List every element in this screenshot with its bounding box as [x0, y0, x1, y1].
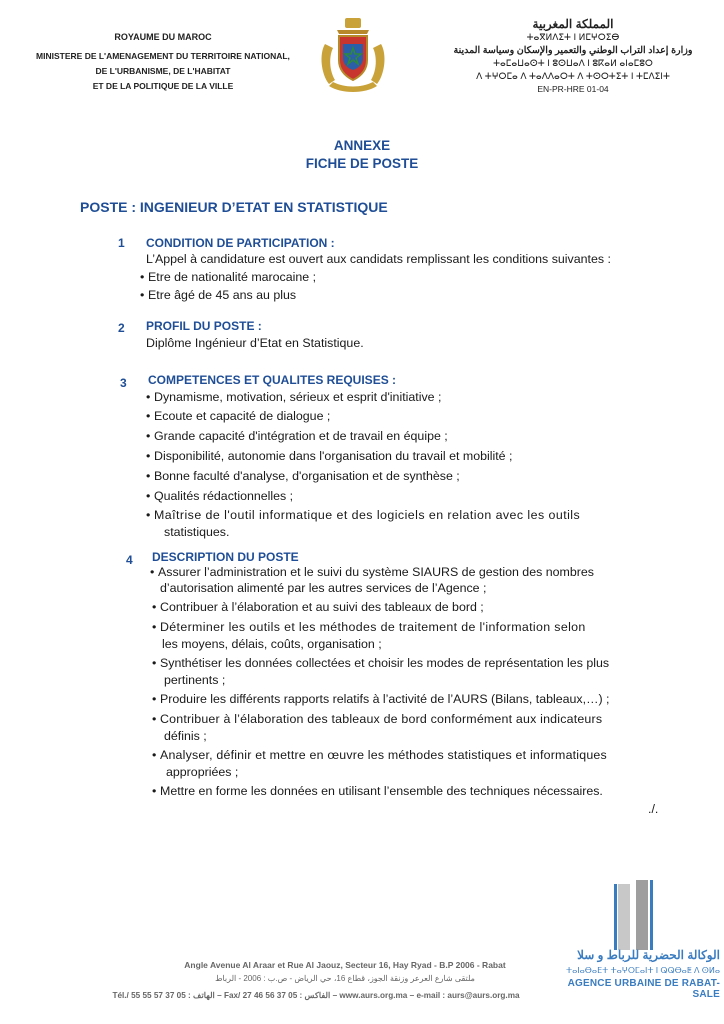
ministry-arabic: وزارة إعداد التراب الوطني والتعمير والإسكان وسياسة المدينة: [453, 45, 693, 56]
section-4-number: 4: [126, 553, 133, 567]
list-item: • Synthétiser les données collectées et choisir les modes de représentation les plus: [152, 656, 610, 670]
ministry-line-2: DE L'URBANISME, DE L'HABITAT: [95, 66, 231, 76]
section-1-title: CONDITION DE PARTICIPATION :: [146, 236, 335, 250]
section-2-text: Diplôme Ingénieur d’Etat en Statistique.: [146, 336, 364, 350]
list-item: • Assurer l’administration et le suivi du système SIAURS de gestion des nombres: [150, 565, 594, 579]
list-item: • Disponibilité, autonomie dans l'organisation du travail et mobilité ;: [146, 449, 513, 463]
list-item-continuation: définis ;: [164, 729, 207, 743]
ministry-line-1: MINISTERE DE L'AMENAGEMENT DU TERRITOIRE NATIONAL,: [36, 51, 290, 61]
list-item-continuation: les moyens, délais, coûts, organisation ;: [162, 637, 382, 651]
agency-name-arabic: الوكالة الحضرية للرباط و سلا: [577, 948, 720, 962]
list-item: • Contribuer à l’élaboration des tableaux de bord conformément aux indicateurs: [152, 712, 603, 726]
list-item: • Bonne faculté d'analyse, d'organisation et de synthèse ;: [146, 469, 460, 483]
list-item: • Contribuer à l’élaboration et au suivi des tableaux de bord ;: [152, 600, 484, 614]
list-item-continuation: d’autorisation alimenté par les autres services de l’Agence ;: [160, 581, 487, 595]
section-2-title: PROFIL DU POSTE :: [146, 319, 262, 333]
agency-logo-icon: [606, 878, 666, 958]
list-item: • Dynamisme, motivation, sérieux et esprit d'initiative ;: [146, 390, 442, 404]
list-item: • Analyser, définir et mettre en œuvre les méthodes statistiques et informatiques: [152, 748, 607, 762]
coat-of-arms-emblem: [315, 14, 391, 96]
list-item: • Qualités rédactionnelles ;: [146, 489, 294, 503]
section-3-title: COMPETENCES ET QUALITES REQUISES :: [148, 373, 397, 387]
title-fiche-de-poste: FICHE DE POSTE: [305, 156, 419, 171]
section-3-number: 3: [120, 376, 127, 390]
document-reference: EN-PR-HRE 01-04: [537, 84, 609, 94]
section-1-intro: L’Appel à candidature est ouvert aux candidats remplissant les conditions suivantes :: [146, 252, 611, 266]
header-ministry-fr: [18, 30, 308, 94]
list-item: • Maîtrise de l'outil informatique et des logiciels en relation avec les outils: [146, 508, 581, 522]
footer-contact: Tél./ الهاتف : 05 37 57 55 55 – Fax/ الفاكس : 05 37 56 46 27 – www.aurs.org.ma – e-mail : aurs@aurs.org.ma: [112, 991, 520, 1000]
kingdom-label: ROYAUME DU MAROC: [114, 32, 212, 42]
section-4-title: DESCRIPTION DU POSTE: [152, 550, 299, 564]
end-mark: ./.: [648, 802, 659, 816]
kingdom-arabic: المملكة المغربية: [532, 17, 614, 31]
list-item: • Etre de nationalité marocaine ;: [140, 270, 317, 284]
list-item: • Ecoute et capacité de dialogue ;: [146, 409, 331, 423]
poste-heading: POSTE : INGENIEUR D’ETAT EN STATISTIQUE: [80, 199, 388, 215]
list-item-continuation: pertinents ;: [164, 673, 226, 687]
list-item-continuation: appropriées ;: [166, 765, 239, 779]
list-item: • Produire les différents rapports relatifs à l’activité de l’AURS (Bilans, tableaux,…) ;: [152, 692, 610, 706]
list-item: • Grande capacité d'intégration et de travail en équipe ;: [146, 429, 448, 443]
section-1-number: 1: [118, 236, 125, 250]
list-item: • Mettre en forme les données en utilisant l’ensemble des techniques nécessaires.: [152, 784, 603, 798]
agency-name-tifinagh: ⵜⴰⵏⴰⴱⴰⴹⵜ ⵜⴰⵖⵔⵎⴰⵏⵜ ⵏ ⵕⵕⴱⴰⵟ ⴷ ⵙⵍⴰ: [565, 966, 720, 975]
list-item: • Etre âgé de 45 ans au plus: [140, 288, 297, 302]
header-ministry-ar: [438, 18, 708, 96]
list-item-continuation: statistiques.: [164, 525, 230, 539]
ministry-line-3: ET DE LA POLITIQUE DE LA VILLE: [92, 81, 234, 91]
title-annexe: ANNEXE: [333, 138, 391, 153]
footer-address-arabic: ملتقى شارع العرعر وزنقة الجوز، قطاع 16، حي الرياض - ص.ب : 2006 - الرباط: [215, 974, 475, 983]
agency-name-fr: AGENCE URBAINE DE RABAT-SALE: [567, 978, 720, 1000]
ministry-tifinagh-1: ⵜⴰⵎⴰⵡⴰⵙⵜ ⵏ ⵓⵙⵡⴰⴷ ⵏ ⵓⴽⴰⵍ ⴰⵏⴰⵎⵓⵔ: [493, 58, 653, 68]
ministry-tifinagh-2: ⴷ ⵜⵖⵔⵎⴰ ⴷ ⵜⴰⴷⴷⴰⵔⵜ ⴷ ⵜⵙⵔⵜⵉⵜ ⵏ ⵜⵎⴷⵉⵏⵜ: [476, 71, 670, 81]
footer-address: Angle Avenue Al Araar et Rue Al Jaouz, Secteur 16, Hay Ryad - B.P 2006 - Rabat: [184, 960, 506, 970]
kingdom-tifinagh: ⵜⴰⴳⵍⴷⵉⵜ ⵏ ⵍⵎⵖⵔⵉⴱ: [526, 32, 620, 42]
section-2-number: 2: [118, 321, 125, 335]
list-item: • Déterminer les outils et les méthodes de traitement de l'information selon: [152, 620, 586, 634]
